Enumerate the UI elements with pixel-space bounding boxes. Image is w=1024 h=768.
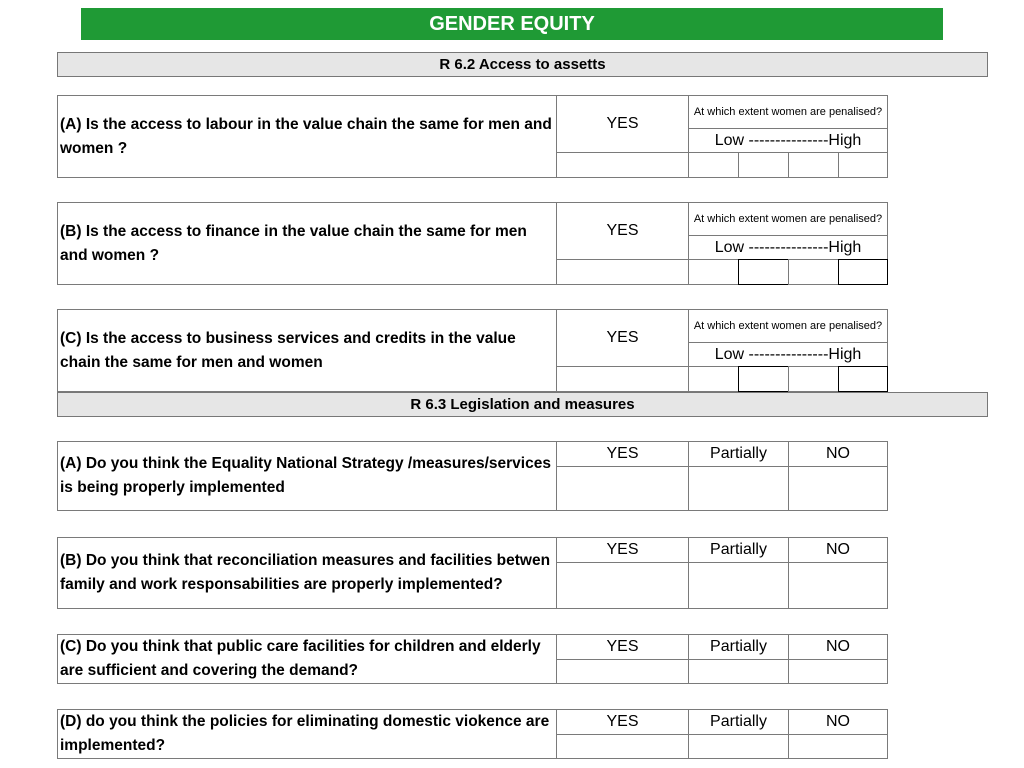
question-6-3-c: (C) Do you think that public care facilities for children and elderly are sufficient and covering the demand? — [57, 634, 557, 684]
question-6-3-d: (D) do you think the policies for eliminating domestic viokence are implemented? — [57, 709, 557, 759]
extent-label-6-2-a: At which extent women are penalised? — [688, 95, 888, 129]
question-6-3-b: (B) Do you think that reconciliation measures and facilities betwen family and work responsabilities are properly implemented? — [57, 537, 557, 609]
answer-cell-yes[interactable] — [556, 466, 689, 511]
option-yes-label: YES — [556, 709, 689, 735]
option-no-label: NO — [788, 441, 888, 467]
scale-cell-1[interactable] — [688, 259, 739, 285]
scale-label-6-2-c: Low ---------------High — [688, 342, 888, 367]
scale-cell-1[interactable] — [688, 152, 739, 178]
scale-cell-4[interactable] — [838, 366, 888, 392]
question-6-2-c: (C) Is the access to business services and credits in the value chain the same for men and women — [57, 309, 557, 392]
option-partially-label: Partially — [688, 709, 789, 735]
scale-cell-2[interactable] — [738, 152, 789, 178]
scale-cell-4[interactable] — [838, 152, 888, 178]
page-title: GENDER EQUITY — [81, 8, 943, 40]
option-yes-label: YES — [556, 537, 689, 563]
scale-cell-2[interactable] — [738, 366, 789, 392]
answer-cell-no[interactable] — [788, 734, 888, 759]
answer-cell-partially[interactable] — [688, 562, 789, 609]
option-partially-label: Partially — [688, 537, 789, 563]
extent-label-6-2-b: At which extent women are penalised? — [688, 202, 888, 236]
answer-cell-partially[interactable] — [688, 659, 789, 684]
question-6-2-b: (B) Is the access to finance in the value chain the same for men and women ? — [57, 202, 557, 285]
answer-cell-partially[interactable] — [688, 466, 789, 511]
answer-cell-no[interactable] — [788, 562, 888, 609]
scale-cell-1[interactable] — [688, 366, 739, 392]
scale-cell-3[interactable] — [788, 259, 839, 285]
yes-label-6-2-c: YES — [556, 309, 689, 367]
option-yes-label: YES — [556, 441, 689, 467]
option-yes-label: YES — [556, 634, 689, 660]
section-heading-access-to-assets: R 6.2 Access to assetts — [57, 52, 988, 77]
option-no-label: NO — [788, 537, 888, 563]
answer-cell-no[interactable] — [788, 659, 888, 684]
yes-answer-cell-6-2-b[interactable] — [556, 259, 689, 285]
option-partially-label: Partially — [688, 441, 789, 467]
yes-answer-cell-6-2-c[interactable] — [556, 366, 689, 392]
extent-label-6-2-c: At which extent women are penalised? — [688, 309, 888, 343]
question-6-2-a: (A) Is the access to labour in the value chain the same for men and women ? — [57, 95, 557, 178]
answer-cell-partially[interactable] — [688, 734, 789, 759]
yes-label-6-2-a: YES — [556, 95, 689, 153]
scale-cell-2[interactable] — [738, 259, 789, 285]
scale-label-6-2-a: Low ---------------High — [688, 128, 888, 153]
answer-cell-yes[interactable] — [556, 734, 689, 759]
scale-label-6-2-b: Low ---------------High — [688, 235, 888, 260]
yes-label-6-2-b: YES — [556, 202, 689, 260]
scale-cell-3[interactable] — [788, 366, 839, 392]
answer-cell-yes[interactable] — [556, 562, 689, 609]
answer-cell-no[interactable] — [788, 466, 888, 511]
yes-answer-cell-6-2-a[interactable] — [556, 152, 689, 178]
answer-cell-yes[interactable] — [556, 659, 689, 684]
option-partially-label: Partially — [688, 634, 789, 660]
option-no-label: NO — [788, 634, 888, 660]
scale-cell-3[interactable] — [788, 152, 839, 178]
option-no-label: NO — [788, 709, 888, 735]
question-6-3-a: (A) Do you think the Equality National Strategy /measures/services is being properly implemented — [57, 441, 557, 511]
scale-cell-4[interactable] — [838, 259, 888, 285]
section-heading-legislation: R 6.3 Legislation and measures — [57, 392, 988, 417]
